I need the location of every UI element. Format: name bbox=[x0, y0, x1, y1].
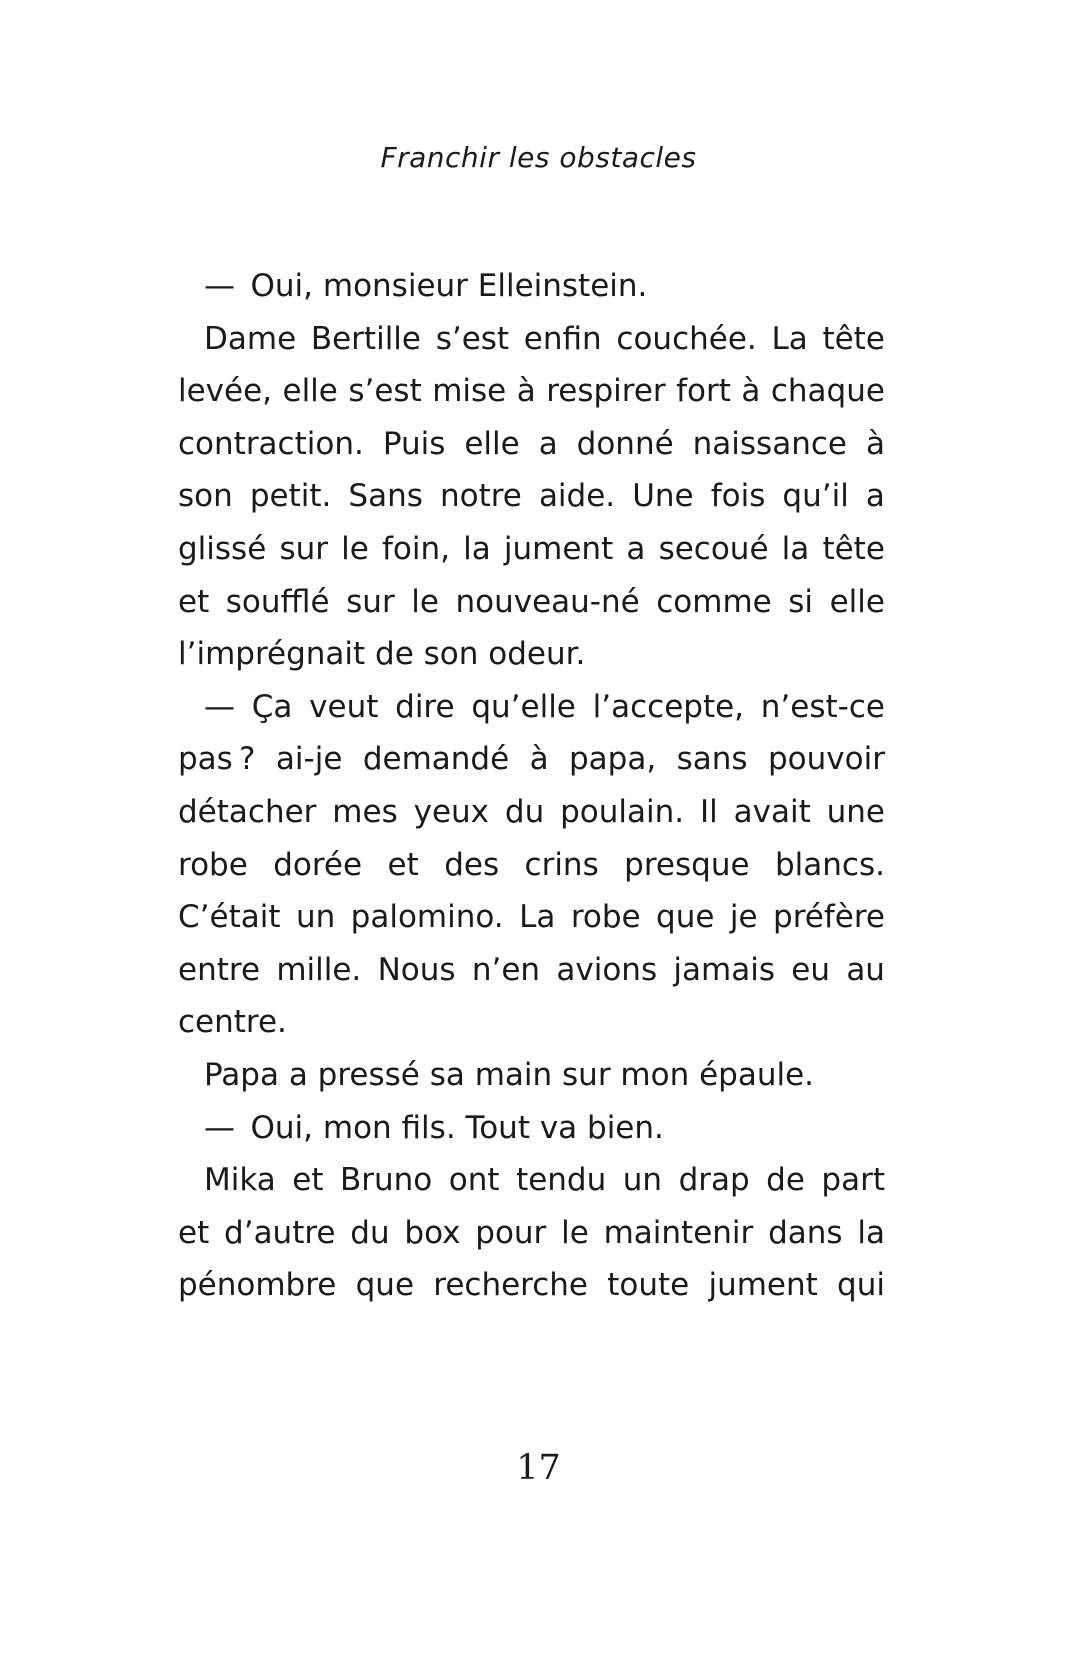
text-line: pas ? ai-je demandé à papa, sans pouvoir bbox=[178, 741, 885, 778]
text-line: centre. bbox=[178, 1004, 287, 1041]
text-line: glissé sur le foin, la jument a secoué la tête bbox=[178, 530, 885, 567]
text-line: et soufflé sur le nouveau-né comme si elle bbox=[178, 583, 885, 620]
page-text bbox=[178, 260, 885, 1312]
text-line: — Ça veut dire qu’elle l’accepte, n’est-ce bbox=[204, 688, 885, 725]
text-line: Dame Bertille s’est enfin couchée. La tête bbox=[204, 320, 885, 357]
text-line: — Oui, mon fils. Tout va bien. bbox=[204, 1109, 664, 1146]
text-line: C’était un palomino. La robe que je préfère bbox=[178, 899, 885, 936]
text-line: entre mille. Nous n’en avions jamais eu au bbox=[178, 951, 885, 988]
text-line: son petit. Sans notre aide. Une fois qu’il a bbox=[178, 478, 885, 515]
text-line: — Oui, monsieur Elleinstein. bbox=[204, 268, 648, 304]
text-line: contraction. Puis elle a donné naissance à bbox=[178, 425, 885, 462]
text-line: robe dorée et des crins presque blancs. bbox=[178, 846, 885, 883]
page-number: 17 bbox=[516, 1448, 561, 1488]
text-line: Papa a pressé sa main sur mon épaule. bbox=[204, 1056, 815, 1093]
text-line: levée, elle s’est mise à respirer fort à chaque bbox=[178, 373, 885, 410]
text-line: pénombre que recherche toute jument qui bbox=[178, 1267, 885, 1304]
text-line: détacher mes yeux du poulain. Il avait une bbox=[178, 793, 885, 830]
text-line: l’imprégnait de son odeur. bbox=[178, 636, 586, 673]
running-header: Franchir les obstacles bbox=[380, 141, 697, 174]
text-line: et d’autre du box pour le maintenir dans la bbox=[178, 1214, 885, 1251]
text-line: Mika et Bruno ont tendu un drap de part bbox=[204, 1162, 885, 1199]
